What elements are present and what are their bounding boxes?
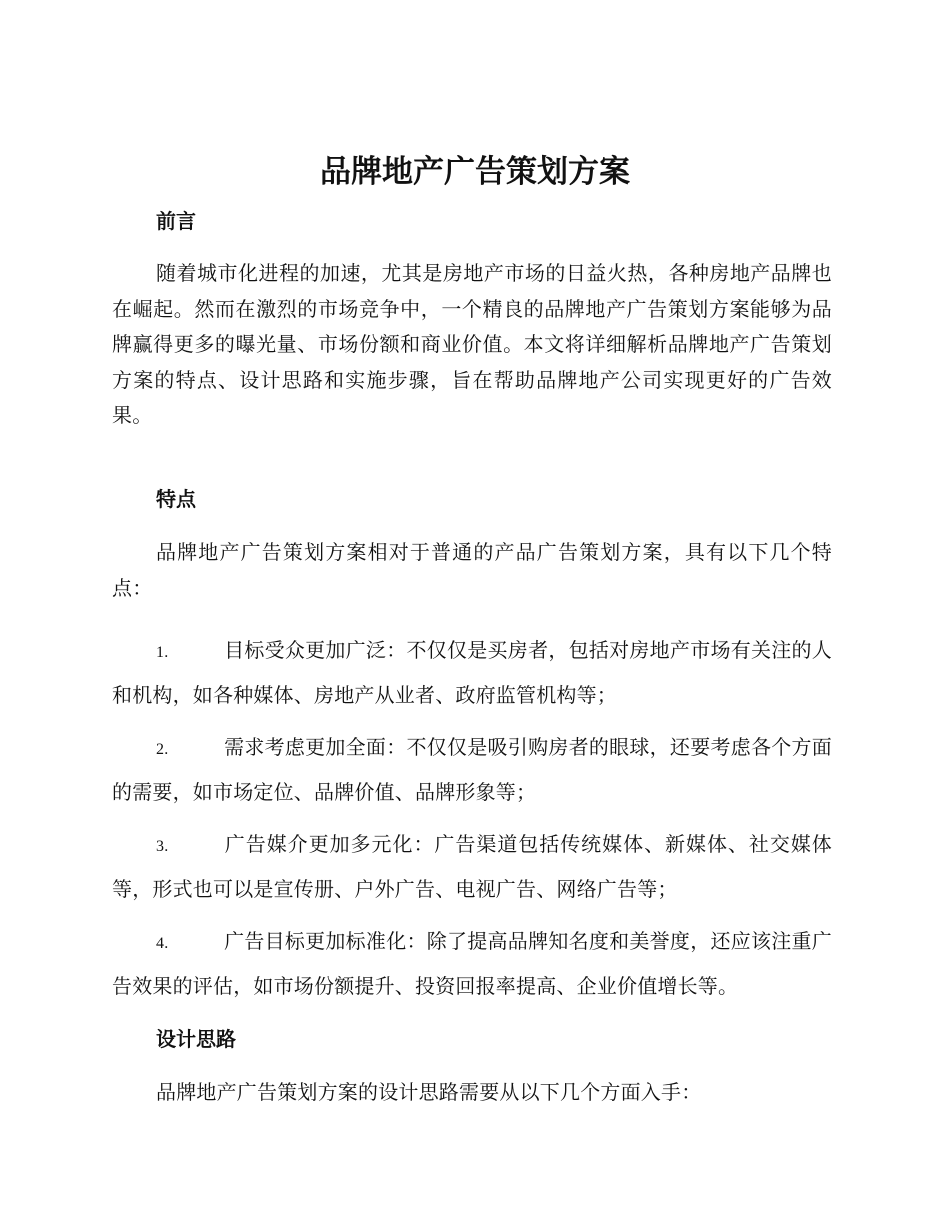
design-approach-paragraph: 品牌地产广告策划方案的设计思路需要从以下几个方面入手： xyxy=(156,1080,702,1104)
list-item-number: 2. xyxy=(156,741,169,758)
list-item-number: 3. xyxy=(156,838,169,855)
list-item-number: 1. xyxy=(156,644,169,661)
preface-paragraph: 随着城市化进程的加速，尤其是房地产市场的日益火热，各种房地产品牌也在崛起。然而在激烈的市场竞争中，一个精良的品牌地产广告策划方案能够为品牌赢得更多的曝光量、市场份额和商业价值。本文将详细解析品牌地产广告策划方案的特点、设计思路和实施步骤，旨在帮助品牌地产公司实现更好的广告效果。 xyxy=(112,261,832,427)
list-item-text: 目标受众更加广泛：不仅仅是买房者，包括对房地产市场有关注的人和机构，如各种媒体、房地产从业者、政府监管机构等； xyxy=(112,638,832,707)
list-item-text: 广告目标更加标准化：除了提高品牌知名度和美誉度，还应该注重广告效果的评估，如市场份额提升、投资回报率提高、企业价值增长等。 xyxy=(112,929,832,998)
list-item-text: 需求考虑更加全面：不仅仅是吸引购房者的眼球，还要考虑各个方面的需要，如市场定位、品牌价值、品牌形象等； xyxy=(112,735,832,804)
list-item xyxy=(112,629,832,717)
section-heading-design-approach: 设计思路 xyxy=(156,1027,236,1051)
list-item xyxy=(112,823,832,911)
section-heading-preface: 前言 xyxy=(156,209,196,233)
list-item xyxy=(112,726,832,814)
list-item-number: 4. xyxy=(156,935,169,952)
list-item xyxy=(112,920,832,1008)
list-item-text: 广告媒介更加多元化：广告渠道包括传统媒体、新媒体、社交媒体等，形式也可以是宣传册、户外广告、电视广告、网络广告等； xyxy=(112,832,832,901)
document-title: 品牌地产广告策划方案 xyxy=(320,154,630,190)
features-intro-paragraph: 品牌地产广告策划方案相对于普通的产品广告策划方案，具有以下几个特点： xyxy=(112,540,832,600)
section-heading-features: 特点 xyxy=(156,487,196,511)
